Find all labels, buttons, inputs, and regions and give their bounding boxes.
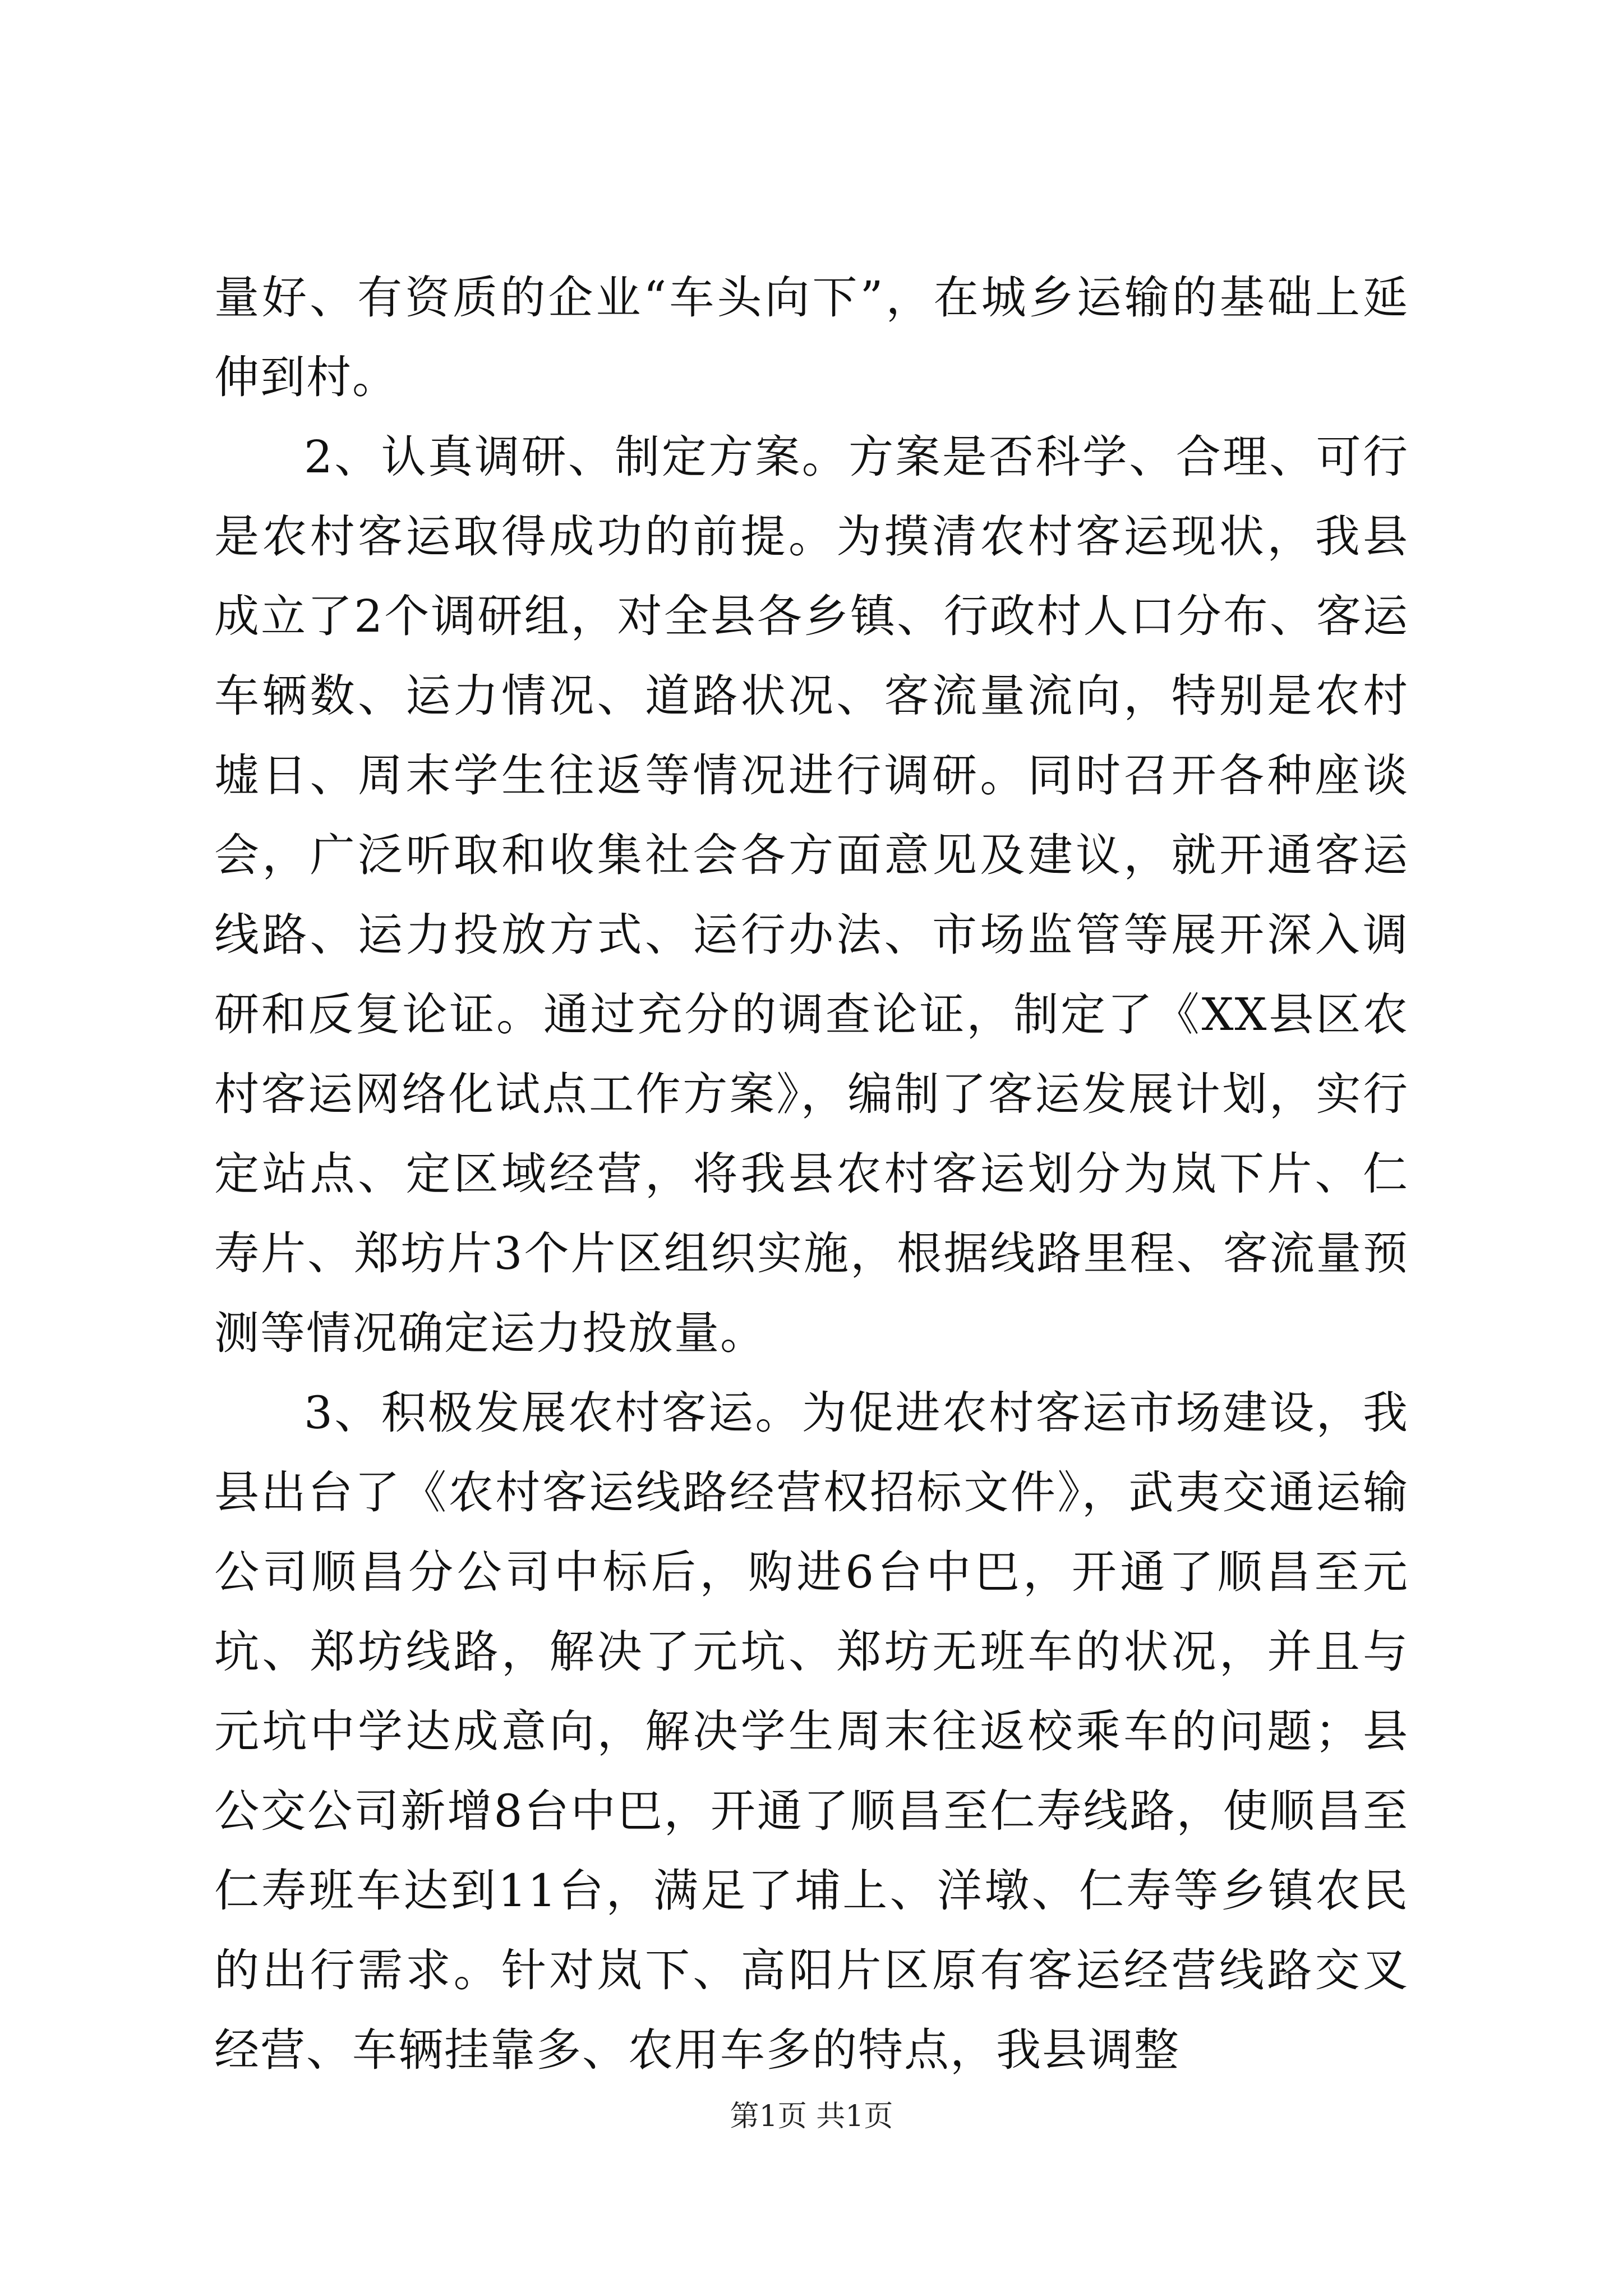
paragraph-item-2: 2、认真调研、制定方案。方案是否科学、合理、可行是农村客运取得成功的前提。为摸清农村客运现状，我县成立了2个调研组，对全县各乡镇、行政村人口分布、客运车辆数、运力情况、道路状况、客流量流向，特别是农村墟日、周末学生往返等情况进行调研。同时召开各种座谈会，广泛听取和收集社会各方面意见及建议，就开通客运线路、运力投放方式、运行办法、市场监管等展开深入调研和反复论证。通过充分的调查论证，制定了《XX县区农村客运网络化试点工作方案》，编制了客运发展计划，实行定站点、定区域经营，将我县农村客运划分为岚下片、仁寿片、郑坊片3个片区组织实施，根据线路里程、客流量预测等情况确定运力投放量。 <box>214 431 1409 1359</box>
document-body <box>214 258 1409 2090</box>
page-footer: 第1页 共1页 <box>730 2100 893 2133</box>
paragraph-continued: 量好、有资质的企业“车头向下”，在城乡运输的基础上延伸到村。 <box>214 272 1409 403</box>
paragraph-item-3: 3、积极发展农村客运。为促进农村客运市场建设，我县出台了《农村客运线路经营权招标文件》，武夷交通运输公司顺昌分公司中标后，购进6台中巴，开通了顺昌至元坑、郑坊线路，解决了元坑、郑坊无班车的状况，并且与元坑中学达成意向，解决学生周末往返校乘车的问题；县公交公司新增8台中巴，开通了顺昌至仁寿线路，使顺昌至仁寿班车达到11台，满足了埔上、洋墩、仁寿等乡镇农民的出行需求。针对岚下、高阳片区原有客运经营线路交叉经营、车辆挂靠多、农用车多的特点，我县调整 <box>214 1387 1409 2076</box>
